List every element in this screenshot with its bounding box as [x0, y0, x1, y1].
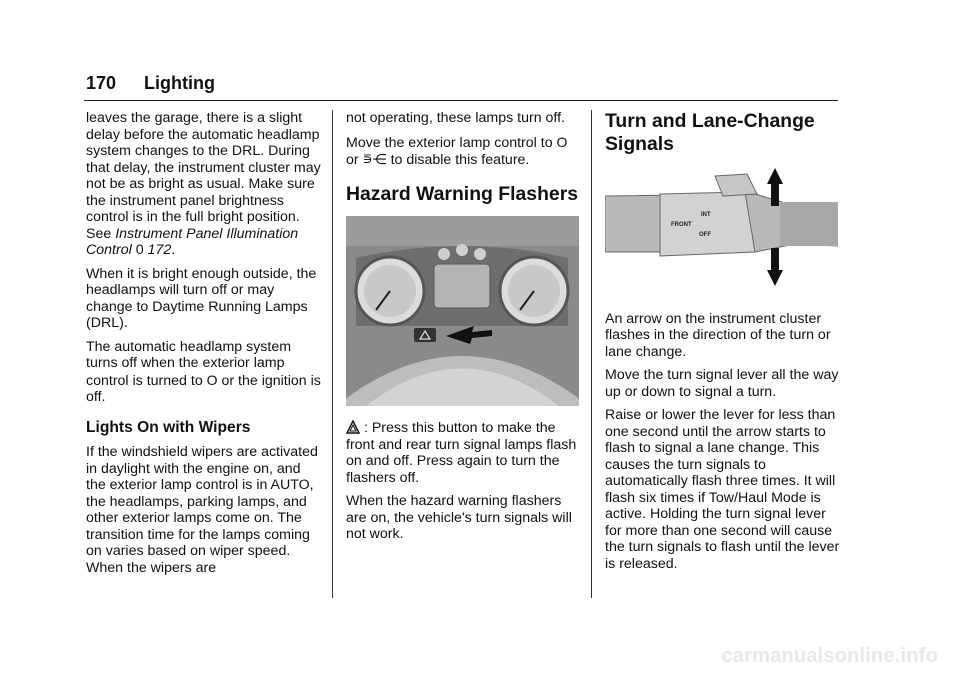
lever-front-label: FRONT [671, 222, 692, 228]
lever-off-label: OFF [699, 232, 711, 238]
section-title: Lighting [144, 73, 215, 93]
paragraph-text: or [346, 152, 363, 168]
hazard-warning-icon [346, 420, 360, 434]
power-off-icon: O [556, 133, 568, 150]
page-header [84, 70, 838, 101]
paragraph-text: Move the exterior lamp control to [346, 134, 557, 151]
paragraph [86, 110, 322, 259]
paragraph: If the windshield wipers are activated in daylight with the engine on, and the exterior lamp control is in AUTO, the headlamps, parking lamps, and other exterior lamps come on. The transition time for the lamps coming on varies based on wiper speed. When the wipers are [86, 444, 318, 576]
section-heading: Hazard Warning Flashers [346, 182, 579, 205]
column-divider [332, 110, 333, 598]
turn-signal-lever-figure [605, 166, 841, 301]
paragraph [346, 420, 582, 486]
lever-illustration [605, 166, 838, 296]
lever-int-label: INT [701, 212, 711, 218]
paragraph: When it is bright enough outside, the headlamps will turn off or may change to Daytime Running Lamps (DRL). [86, 265, 317, 331]
paragraph-text: : Press this button to make the front and rear turn signal lamps flash on and off. Press again to turn the flashers off. [346, 420, 577, 486]
section-heading: Turn and Lane-Change Signals [605, 110, 815, 155]
page-number: 170 [86, 73, 117, 93]
paragraph [346, 134, 582, 169]
paragraph [86, 339, 322, 406]
punctuation: . [171, 242, 176, 258]
paragraph: An arrow on the instrument cluster flashes in the direction of the turn or lane change. [605, 310, 831, 360]
dashboard-illustration [346, 216, 579, 406]
paragraph-text: The automatic headlamp system turns off when the exterior lamp control is turned to [86, 338, 292, 389]
parking-lamp-icon: ⋾⋲ [362, 151, 387, 167]
column-2 [346, 110, 582, 550]
paragraph: Move the turn signal lever all the way up or down to signal a turn. [605, 367, 839, 400]
paragraph-text: to disable this feature. [386, 152, 530, 168]
hazard-dashboard-figure [346, 216, 582, 411]
paragraph: When the hazard warning flashers are on, the vehicle's turn signals will not work. [346, 493, 572, 542]
section-heading: Lights On with Wipers [86, 418, 251, 436]
paragraph-text: or the ignition is off. [86, 372, 321, 405]
watermark: carmanualsonline.info [721, 645, 938, 667]
cross-reference-link[interactable]: Instrument Panel Illumination Control [86, 225, 299, 258]
column-divider [591, 110, 592, 598]
column-3 [605, 110, 841, 579]
column-1 [86, 110, 322, 583]
paragraph-text: leaves the garage, there is a slight delay before the automatic headlamp system changes to the DRL. During that delay, the instrument cluster may not be as bright as usual. Make sure the instrument panel brightness control is in the full bright position. See [86, 110, 321, 242]
ref-arrow-icon: 0 [135, 242, 144, 258]
reference-page[interactable]: 172 [147, 242, 172, 258]
paragraph: not operating, these lamps turn off. [346, 110, 565, 126]
paragraph: Raise or lower the lever for less than one second until the arrow starts to flash to signal a lane change. This causes the turn signals to automatically flash three times. It will flash six times if Tow/Haul Mode is active. Holding the turn signal lever for more than one second will cause the turn signals to flash until the lever is released. [605, 407, 840, 572]
power-off-icon: O [206, 371, 218, 388]
